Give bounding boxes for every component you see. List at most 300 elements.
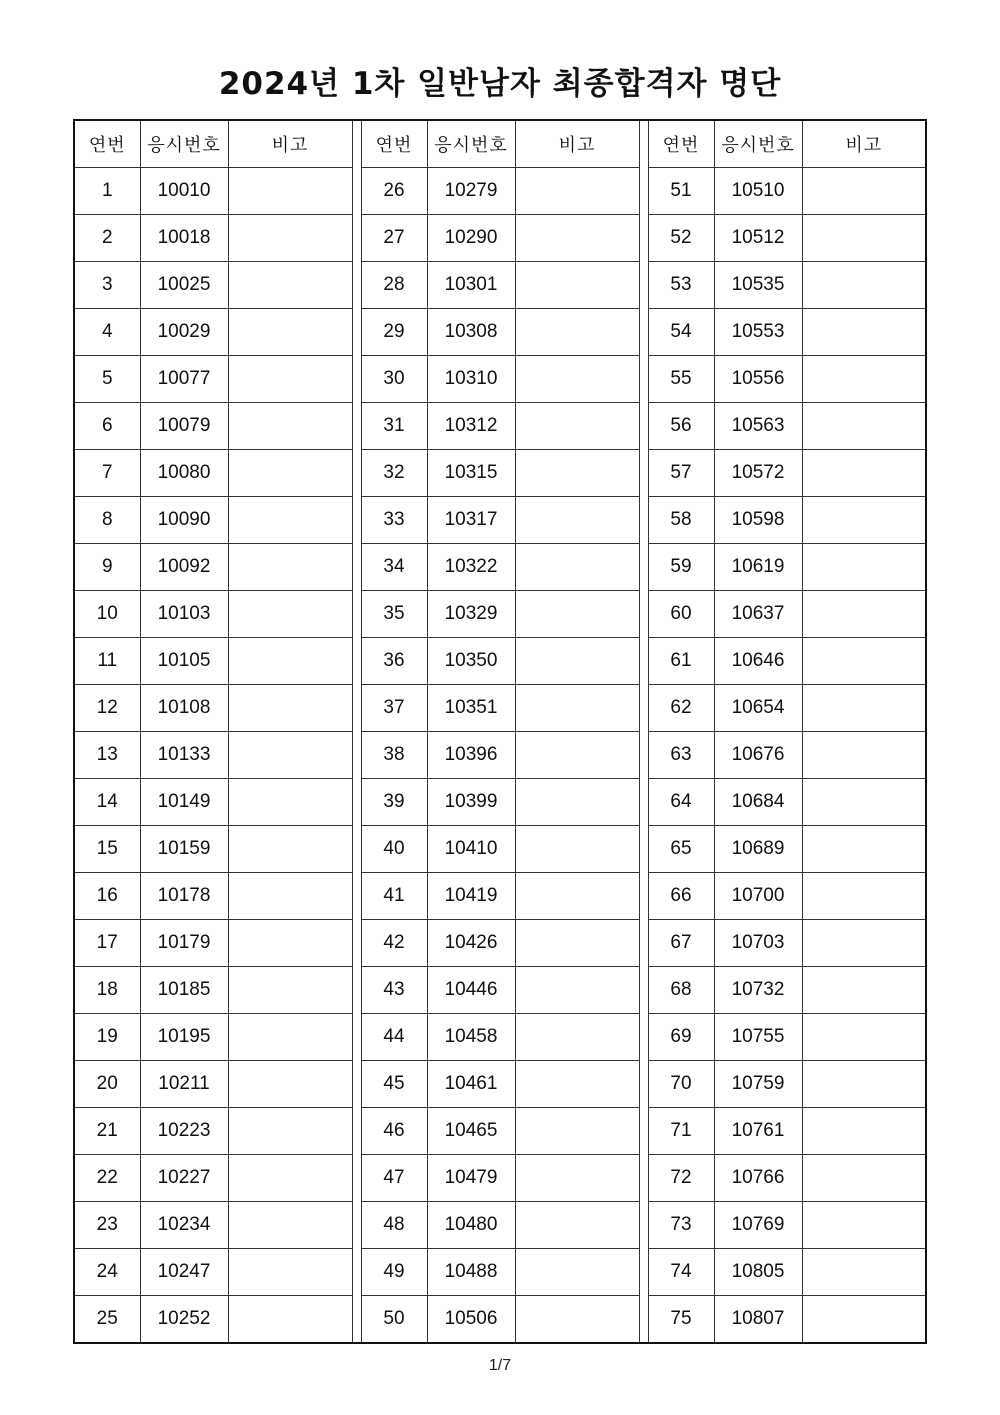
column-gap [352,120,361,168]
exam-no-cell: 10805 [714,1249,802,1296]
seq-cell: 40 [361,826,427,873]
seq-cell: 19 [74,1014,140,1061]
note-cell [802,873,926,920]
note-cell [515,1249,639,1296]
seq-cell: 54 [648,309,714,356]
exam-no-cell: 10310 [427,356,515,403]
column-gap [639,168,648,215]
exam-no-cell: 10732 [714,967,802,1014]
seq-cell: 8 [74,497,140,544]
exam-no-cell: 10178 [140,873,228,920]
exam-no-cell: 10399 [427,779,515,826]
column-gap [639,1014,648,1061]
exam-no-cell: 10211 [140,1061,228,1108]
seq-cell: 64 [648,779,714,826]
seq-cell: 68 [648,967,714,1014]
column-gap [639,1155,648,1202]
table-row [74,826,926,873]
seq-cell: 7 [74,450,140,497]
table-row [74,1155,926,1202]
note-cell [228,1061,352,1108]
note-cell [228,450,352,497]
table-row [74,685,926,732]
header-seq: 연번 [361,120,427,168]
exam-no-cell: 10480 [427,1202,515,1249]
exam-no-cell: 10301 [427,262,515,309]
exam-no-cell: 10426 [427,920,515,967]
column-gap [639,779,648,826]
note-cell [515,591,639,638]
exam-no-cell: 10185 [140,967,228,1014]
table-row [74,1296,926,1344]
column-gap [352,309,361,356]
exam-no-cell: 10512 [714,215,802,262]
exam-no-cell: 10079 [140,403,228,450]
table-row [74,1108,926,1155]
exam-no-cell: 10234 [140,1202,228,1249]
table-row [74,638,926,685]
seq-cell: 4 [74,309,140,356]
roster-table [73,119,927,1344]
note-cell [228,497,352,544]
column-gap [352,450,361,497]
exam-no-cell: 10458 [427,1014,515,1061]
exam-no-cell: 10766 [714,1155,802,1202]
note-cell [515,873,639,920]
seq-cell: 39 [361,779,427,826]
exam-no-cell: 10755 [714,1014,802,1061]
seq-cell: 49 [361,1249,427,1296]
table-row [74,1014,926,1061]
seq-cell: 69 [648,1014,714,1061]
exam-no-cell: 10029 [140,309,228,356]
seq-cell: 46 [361,1108,427,1155]
exam-no-cell: 10103 [140,591,228,638]
exam-no-cell: 10488 [427,1249,515,1296]
note-cell [228,262,352,309]
header-note: 비고 [802,120,926,168]
note-cell [802,450,926,497]
exam-no-cell: 10025 [140,262,228,309]
note-cell [515,403,639,450]
column-gap [639,732,648,779]
column-gap [639,450,648,497]
seq-cell: 13 [74,732,140,779]
note-cell [515,450,639,497]
seq-cell: 45 [361,1061,427,1108]
exam-no-cell: 10419 [427,873,515,920]
column-gap [639,262,648,309]
column-gap [352,967,361,1014]
note-cell [802,1155,926,1202]
column-gap [352,779,361,826]
note-cell [802,1296,926,1344]
note-cell [228,1014,352,1061]
exam-no-cell: 10684 [714,779,802,826]
seq-cell: 20 [74,1061,140,1108]
note-cell [515,732,639,779]
column-gap [352,262,361,309]
seq-cell: 14 [74,779,140,826]
note-cell [802,685,926,732]
note-cell [802,920,926,967]
exam-no-cell: 10689 [714,826,802,873]
column-gap [352,920,361,967]
note-cell [802,215,926,262]
seq-cell: 17 [74,920,140,967]
seq-cell: 65 [648,826,714,873]
seq-cell: 53 [648,262,714,309]
header-note: 비고 [515,120,639,168]
table-row [74,873,926,920]
header-note: 비고 [228,120,352,168]
seq-cell: 29 [361,309,427,356]
seq-cell: 74 [648,1249,714,1296]
table-row [74,779,926,826]
exam-no-cell: 10090 [140,497,228,544]
column-gap [639,309,648,356]
exam-no-cell: 10317 [427,497,515,544]
note-cell [515,1014,639,1061]
note-cell [228,732,352,779]
note-cell [802,497,926,544]
exam-no-cell: 10322 [427,544,515,591]
column-gap [639,1296,648,1344]
column-gap [352,591,361,638]
seq-cell: 31 [361,403,427,450]
roster-body [74,168,926,1344]
note-cell [515,356,639,403]
exam-no-cell: 10654 [714,685,802,732]
column-gap [639,685,648,732]
seq-cell: 71 [648,1108,714,1155]
note-cell [802,732,926,779]
column-gap [639,873,648,920]
note-cell [228,356,352,403]
note-cell [228,967,352,1014]
column-gap [352,1014,361,1061]
note-cell [228,685,352,732]
seq-cell: 11 [74,638,140,685]
exam-no-cell: 10223 [140,1108,228,1155]
seq-cell: 27 [361,215,427,262]
note-cell [515,1061,639,1108]
column-gap [352,1249,361,1296]
seq-cell: 3 [74,262,140,309]
note-cell [802,1108,926,1155]
note-cell [515,967,639,1014]
note-cell [515,1202,639,1249]
seq-cell: 48 [361,1202,427,1249]
note-cell [802,1014,926,1061]
column-gap [639,403,648,450]
exam-no-cell: 10279 [427,168,515,215]
note-cell [802,262,926,309]
column-gap [352,356,361,403]
seq-cell: 61 [648,638,714,685]
seq-cell: 60 [648,591,714,638]
note-cell [228,826,352,873]
exam-no-cell: 10535 [714,262,802,309]
seq-cell: 21 [74,1108,140,1155]
table-row [74,450,926,497]
seq-cell: 28 [361,262,427,309]
seq-cell: 23 [74,1202,140,1249]
exam-no-cell: 10410 [427,826,515,873]
note-cell [228,873,352,920]
note-cell [228,638,352,685]
column-gap [639,356,648,403]
table-row [74,1061,926,1108]
note-cell [515,826,639,873]
exam-no-cell: 10553 [714,309,802,356]
seq-cell: 44 [361,1014,427,1061]
exam-no-cell: 10252 [140,1296,228,1344]
header-exam-no: 응시번호 [714,120,802,168]
note-cell [802,168,926,215]
seq-cell: 5 [74,356,140,403]
column-gap [352,1202,361,1249]
column-gap [639,497,648,544]
column-gap [352,403,361,450]
exam-no-cell: 10572 [714,450,802,497]
table-row [74,591,926,638]
note-cell [228,1155,352,1202]
note-cell [228,779,352,826]
note-cell [515,215,639,262]
seq-cell: 30 [361,356,427,403]
note-cell [515,1155,639,1202]
note-cell [802,591,926,638]
seq-cell: 41 [361,873,427,920]
column-gap [352,168,361,215]
column-gap [352,1155,361,1202]
table-row [74,168,926,215]
exam-no-cell: 10329 [427,591,515,638]
column-gap [352,1061,361,1108]
note-cell [515,920,639,967]
seq-cell: 59 [648,544,714,591]
note-cell [802,967,926,1014]
note-cell [802,1249,926,1296]
exam-no-cell: 10807 [714,1296,802,1344]
header-seq: 연번 [648,120,714,168]
exam-no-cell: 10465 [427,1108,515,1155]
column-gap [639,967,648,1014]
exam-no-cell: 10149 [140,779,228,826]
column-gap [639,920,648,967]
note-cell [515,1296,639,1344]
seq-cell: 50 [361,1296,427,1344]
seq-cell: 24 [74,1249,140,1296]
exam-no-cell: 10703 [714,920,802,967]
table-row [74,967,926,1014]
seq-cell: 10 [74,591,140,638]
table-row [74,497,926,544]
column-gap [352,1296,361,1344]
note-cell [228,1249,352,1296]
column-gap [639,1108,648,1155]
note-cell [802,826,926,873]
seq-cell: 67 [648,920,714,967]
seq-cell: 51 [648,168,714,215]
exam-no-cell: 10556 [714,356,802,403]
note-cell [515,309,639,356]
exam-no-cell: 10312 [427,403,515,450]
column-gap [352,497,361,544]
exam-no-cell: 10759 [714,1061,802,1108]
exam-no-cell: 10446 [427,967,515,1014]
table-row [74,356,926,403]
seq-cell: 37 [361,685,427,732]
exam-no-cell: 10290 [427,215,515,262]
note-cell [515,779,639,826]
column-gap [639,638,648,685]
seq-cell: 42 [361,920,427,967]
table-row [74,403,926,450]
seq-cell: 55 [648,356,714,403]
exam-no-cell: 10195 [140,1014,228,1061]
column-gap [639,826,648,873]
seq-cell: 43 [361,967,427,1014]
note-cell [228,591,352,638]
table-row [74,544,926,591]
table-row [74,732,926,779]
note-cell [228,215,352,262]
note-cell [515,1108,639,1155]
note-cell [228,1296,352,1344]
seq-cell: 35 [361,591,427,638]
note-cell [802,638,926,685]
exam-no-cell: 10510 [714,168,802,215]
page-number: 1/7 [488,1357,512,1374]
seq-cell: 38 [361,732,427,779]
seq-cell: 66 [648,873,714,920]
column-gap [352,826,361,873]
exam-no-cell: 10247 [140,1249,228,1296]
exam-no-cell: 10010 [140,168,228,215]
exam-no-cell: 10676 [714,732,802,779]
column-gap [639,1202,648,1249]
exam-no-cell: 10637 [714,591,802,638]
seq-cell: 1 [74,168,140,215]
note-cell [802,1202,926,1249]
exam-no-cell: 10461 [427,1061,515,1108]
note-cell [802,403,926,450]
seq-cell: 63 [648,732,714,779]
table-row [74,1202,926,1249]
column-gap [639,544,648,591]
exam-no-cell: 10179 [140,920,228,967]
column-gap [352,732,361,779]
exam-no-cell: 10646 [714,638,802,685]
seq-cell: 12 [74,685,140,732]
table-row [74,215,926,262]
column-gap [352,215,361,262]
seq-cell: 33 [361,497,427,544]
column-gap [352,873,361,920]
seq-cell: 56 [648,403,714,450]
note-cell [515,262,639,309]
exam-no-cell: 10080 [140,450,228,497]
exam-no-cell: 10227 [140,1155,228,1202]
seq-cell: 18 [74,967,140,1014]
exam-no-cell: 10769 [714,1202,802,1249]
table-row [74,309,926,356]
exam-no-cell: 10396 [427,732,515,779]
column-gap [639,1061,648,1108]
exam-no-cell: 10619 [714,544,802,591]
note-cell [228,544,352,591]
header-exam-no: 응시번호 [427,120,515,168]
seq-cell: 75 [648,1296,714,1344]
exam-no-cell: 10077 [140,356,228,403]
seq-cell: 22 [74,1155,140,1202]
exam-no-cell: 10350 [427,638,515,685]
table-row [74,262,926,309]
seq-cell: 73 [648,1202,714,1249]
seq-cell: 72 [648,1155,714,1202]
exam-no-cell: 10108 [140,685,228,732]
table-row [74,920,926,967]
exam-no-cell: 10092 [140,544,228,591]
note-cell [802,779,926,826]
seq-cell: 16 [74,873,140,920]
note-cell [802,1061,926,1108]
seq-cell: 32 [361,450,427,497]
seq-cell: 52 [648,215,714,262]
column-gap [352,685,361,732]
exam-no-cell: 10133 [140,732,228,779]
note-cell [515,168,639,215]
exam-no-cell: 10700 [714,873,802,920]
page-title: 2024년 1차 일반남자 최종합격자 명단 [218,66,782,102]
seq-cell: 9 [74,544,140,591]
seq-cell: 25 [74,1296,140,1344]
note-cell [228,309,352,356]
exam-no-cell: 10159 [140,826,228,873]
note-cell [515,544,639,591]
seq-cell: 2 [74,215,140,262]
exam-no-cell: 10761 [714,1108,802,1155]
seq-cell: 26 [361,168,427,215]
seq-cell: 34 [361,544,427,591]
note-cell [802,356,926,403]
exam-no-cell: 10018 [140,215,228,262]
note-cell [228,1202,352,1249]
table-row [74,1249,926,1296]
seq-cell: 62 [648,685,714,732]
exam-no-cell: 10506 [427,1296,515,1344]
header-exam-no: 응시번호 [140,120,228,168]
column-gap [639,215,648,262]
exam-no-cell: 10479 [427,1155,515,1202]
exam-no-cell: 10105 [140,638,228,685]
column-gap [639,591,648,638]
column-gap [352,638,361,685]
note-cell [515,685,639,732]
seq-cell: 47 [361,1155,427,1202]
table-header-row [74,120,926,168]
seq-cell: 57 [648,450,714,497]
header-seq: 연번 [74,120,140,168]
exam-no-cell: 10351 [427,685,515,732]
note-cell [515,638,639,685]
exam-no-cell: 10563 [714,403,802,450]
note-cell [228,1108,352,1155]
exam-no-cell: 10598 [714,497,802,544]
column-gap [352,1108,361,1155]
